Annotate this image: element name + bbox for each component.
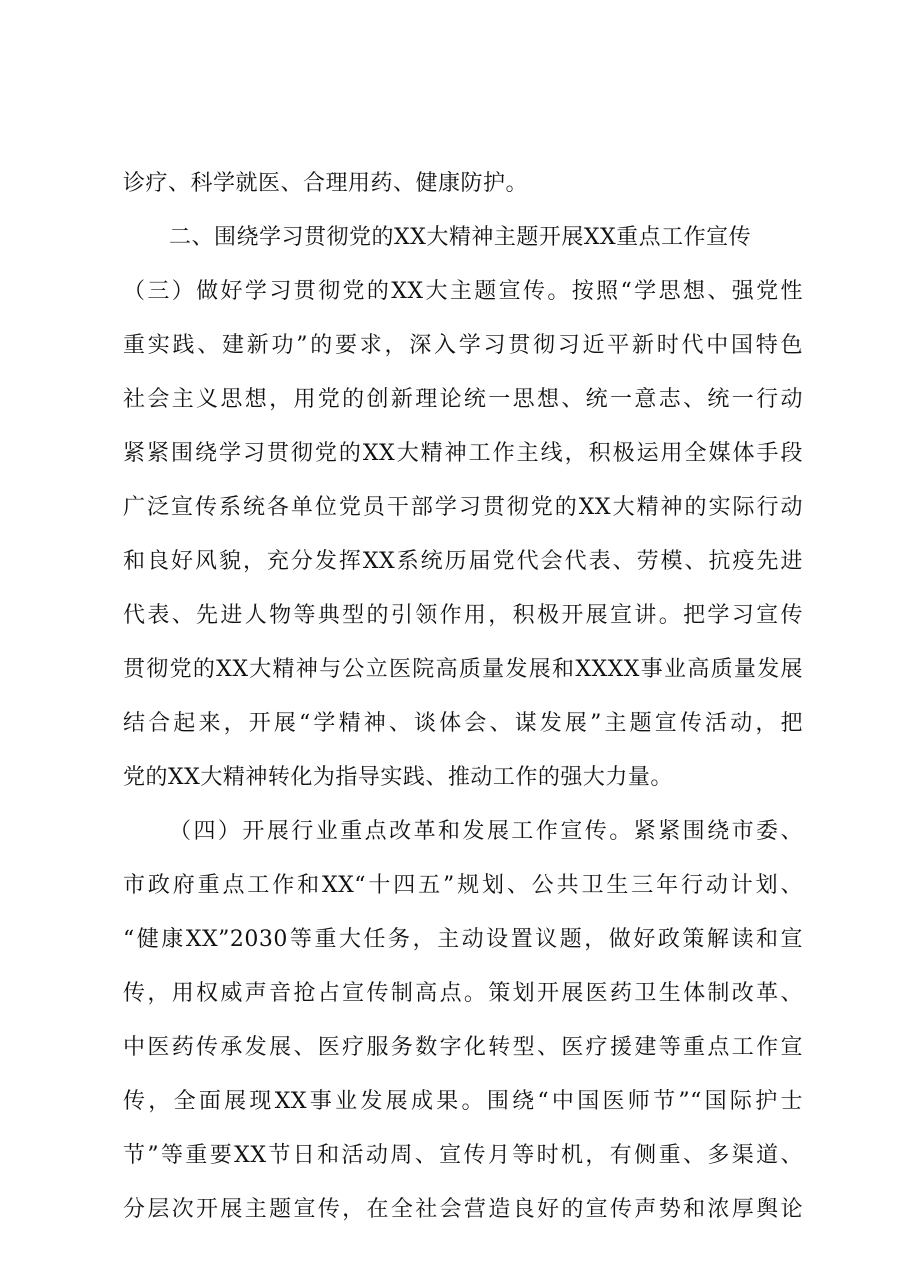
paragraph-three-line: 和良好风貌，充分发挥XX系统历届党代会代表、劳模、抗疫先进 [123,549,803,574]
paragraph-four-line: “健康XX”2030等重大任务，主动设置议题，做好政策解读和宣 [123,927,803,952]
section-heading-two: 二、围绕学习贯彻党的XX大精神主题开展XX重点工作宣传 [169,225,752,250]
text-line-continuation: 诊疗、科学就医、合理用药、健康防护。 [123,171,529,196]
paragraph-four-line: 市政府重点工作和XX“十四五”规划、公共卫生三年行动计划、 [123,873,803,898]
paragraph-three-line: （三）做好学习贯彻党的XX大主题宣传。按照“学思想、强党性 [123,279,803,304]
paragraph-three-line: 重实践、建新功”的要求，深入学习贯彻习近平新时代中国特色 [123,333,803,358]
paragraph-four-line: 中医药传承发展、医疗服务数字化转型、医疗援建等重点工作宣 [123,1035,803,1060]
paragraph-four-line: 传，全面展现XX事业发展成果。围绕“中国医师节”“国际护士 [123,1089,803,1114]
paragraph-four-line: 传，用权威声音抢占宣传制高点。策划开展医药卫生体制改革、 [123,981,803,1006]
paragraph-three-line: 贯彻党的XX大精神与公立医院高质量发展和XXXX事业高质量发展 [123,657,803,682]
paragraph-four-line: 节”等重要XX节日和活动周、宣传月等时机，有侧重、多渠道、 [123,1143,803,1168]
paragraph-four-line: （四）开展行业重点改革和发展工作宣传。紧紧围绕市委、 [169,819,803,844]
paragraph-three-line: 紧紧围绕学习贯彻党的XX大精神工作主线，积极运用全媒体手段 [123,441,803,466]
paragraph-three-line: 党的XX大精神转化为指导实践、推动工作的强大力量。 [123,765,673,790]
paragraph-three-line: 社会主义思想，用党的创新理论统一思想、统一意志、统一行动 [123,387,803,412]
paragraph-four-line: 分层次开展主题宣传，在全社会营造良好的宣传声势和浓厚舆论 [123,1197,803,1222]
paragraph-three-line: 结合起来，开展“学精神、谈体会、谋发展”主题宣传活动，把 [123,711,803,736]
paragraph-three-line: 代表、先进人物等典型的引领作用，积极开展宣讲。把学习宣传 [123,603,803,628]
paragraph-three-line: 广泛宣传系统各单位党员干部学习贯彻党的XX大精神的实际行动 [123,495,803,520]
